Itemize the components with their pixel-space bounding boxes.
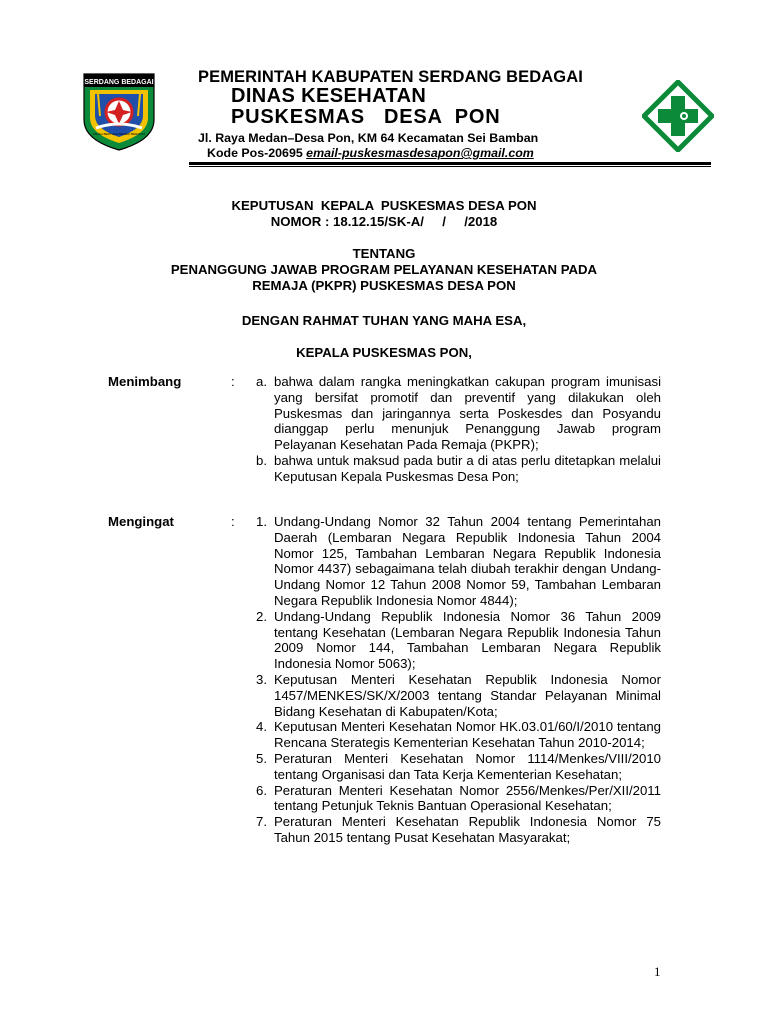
item-marker: 2. xyxy=(256,608,267,624)
item-marker: 7. xyxy=(256,814,267,830)
list-item xyxy=(256,514,661,609)
decree-title: KEPUTUSAN KEPALA PUSKESMAS DESA PON xyxy=(231,198,537,213)
item-text: Keputusan Menteri Kesehatan Republik Indonesia Nomor 1457/MENKES/SK/X/2003 tentang Standar Pelayanan Minimal Bidang Kesehatan di Kabupaten/Kota; xyxy=(274,671,661,719)
list-item xyxy=(256,453,661,485)
regency-emblem-icon xyxy=(78,68,160,152)
emblem-banner-text: SERDANG BEDAGAI xyxy=(84,79,154,86)
item-marker: 4. xyxy=(256,719,267,735)
postal-code: Kode Pos-20695 xyxy=(207,146,307,160)
menimbang-label: Menimbang xyxy=(108,374,182,389)
item-marker: 5. xyxy=(256,750,267,766)
government-name: PEMERINTAH KABUPATEN SERDANG BEDAGAI xyxy=(198,68,583,86)
invocation: DENGAN RAHMAT TUHAN YANG MAHA ESA, xyxy=(241,313,527,328)
mengingat-list xyxy=(256,514,661,846)
item-text: Keputusan Menteri Kesehatan Nomor HK.03.01/60/I/2010 tentang Rencana Sterategis Kementerian Kesehatan Tahun 2010-2014; xyxy=(274,719,661,751)
health-cross-icon xyxy=(642,80,714,152)
item-text: Undang-Undang Nomor 32 Tahun 2004 tentang Pemerintahan Daerah (Lembaran Negara Republik Indonesia Tahun 2004 Nomor 125, Tambahan Lembaran Negara Republik Indonesia Nomor 4437) sebagaimana telah diubah terakhir dengan Undang-Undang Nomor 12 Tahun 2008 Nomor 59, Tambahan Lembaran Negara Republik Indonesia Nomor 4844); xyxy=(274,514,661,608)
item-marker: 6. xyxy=(256,782,267,798)
item-text: bahwa dalam rangka meningkatkan cakupan program imunisasi yang bersifat promotif dan preventif yang dilakukan oleh Puskesmas dan jaringannya serta Poskesdes dan Posyandu dianggap perlu menunjuk Penanggung Jawab program Pelayanan Kesehatan Pada Remaja (PKPR); xyxy=(274,374,661,453)
item-text: Peraturan Menteri Kesehatan Republik Indonesia Nomor 75 Tahun 2015 tentang Pusat Kesehatan Masyarakat; xyxy=(274,814,661,845)
list-item xyxy=(256,783,661,815)
page-number: 1 xyxy=(654,964,661,979)
emblem-motto-text: TANAH BERTUAH NEGERI BERADAT xyxy=(92,132,146,136)
item-text: Undang-Undang Republik Indonesia Nomor 36 Tahun 2009 tentang Kesehatan (Lembaran Negara Republik Indonesia Tahun 2009 Nomor 144, Tambahan Lembaran Negara Republik Indonesia Nomor 5063); xyxy=(274,608,661,672)
menimbang-colon: : xyxy=(231,374,235,389)
letterhead-divider xyxy=(189,162,711,165)
about-label: TENTANG xyxy=(352,246,416,261)
agency-name: DINAS KESEHATAN xyxy=(231,85,427,107)
item-text: Peraturan Menteri Kesehatan Nomor 1114/Menkes/VIII/2010 tentang Organisasi dan Tata Kerja Kementerian Kesehatan; xyxy=(274,750,661,782)
list-item xyxy=(256,814,661,846)
decree-subject-line2: REMAJA (PKPR) PUSKESMAS DESA PON xyxy=(252,278,516,293)
list-item xyxy=(256,374,661,453)
mengingat-label: Mengingat xyxy=(108,514,174,529)
item-marker: a. xyxy=(256,374,267,389)
item-marker: 1. xyxy=(256,514,267,529)
postal-email-line xyxy=(198,146,628,161)
item-marker: 3. xyxy=(256,671,267,687)
list-item xyxy=(256,719,661,751)
list-item xyxy=(256,751,661,783)
letterhead xyxy=(198,68,628,161)
item-marker: b. xyxy=(256,452,267,468)
address: Jl. Raya Medan–Desa Pon, KM 64 Kecamatan Sei Bamban xyxy=(198,131,539,145)
letterhead-divider-thin xyxy=(189,166,711,167)
list-item xyxy=(256,609,661,672)
mengingat-colon: : xyxy=(231,514,235,529)
decree-number: NOMOR : 18.12.15/SK-A/ / /2018 xyxy=(270,214,498,229)
list-item xyxy=(256,672,661,719)
decree-subject-line1: PENANGGUNG JAWAB PROGRAM PELAYANAN KESEHATAN PADA xyxy=(170,262,598,277)
menimbang-list xyxy=(256,374,661,485)
authority: KEPALA PUSKESMAS PON, xyxy=(296,345,472,360)
email-link[interactable]: email-puskesmasdesapon@gmail.com xyxy=(306,146,534,160)
institution-name: PUSKESMAS DESA PON xyxy=(231,106,501,128)
item-text: Peraturan Menteri Kesehatan Nomor 2556/Menkes/Per/XII/2011 tentang Petunjuk Teknis Bantuan Operasional Kesehatan; xyxy=(274,782,661,814)
item-text: bahwa untuk maksud pada butir a di atas perlu ditetapkan melalui Keputusan Kepala Puskesmas Desa Pon; xyxy=(274,452,661,484)
